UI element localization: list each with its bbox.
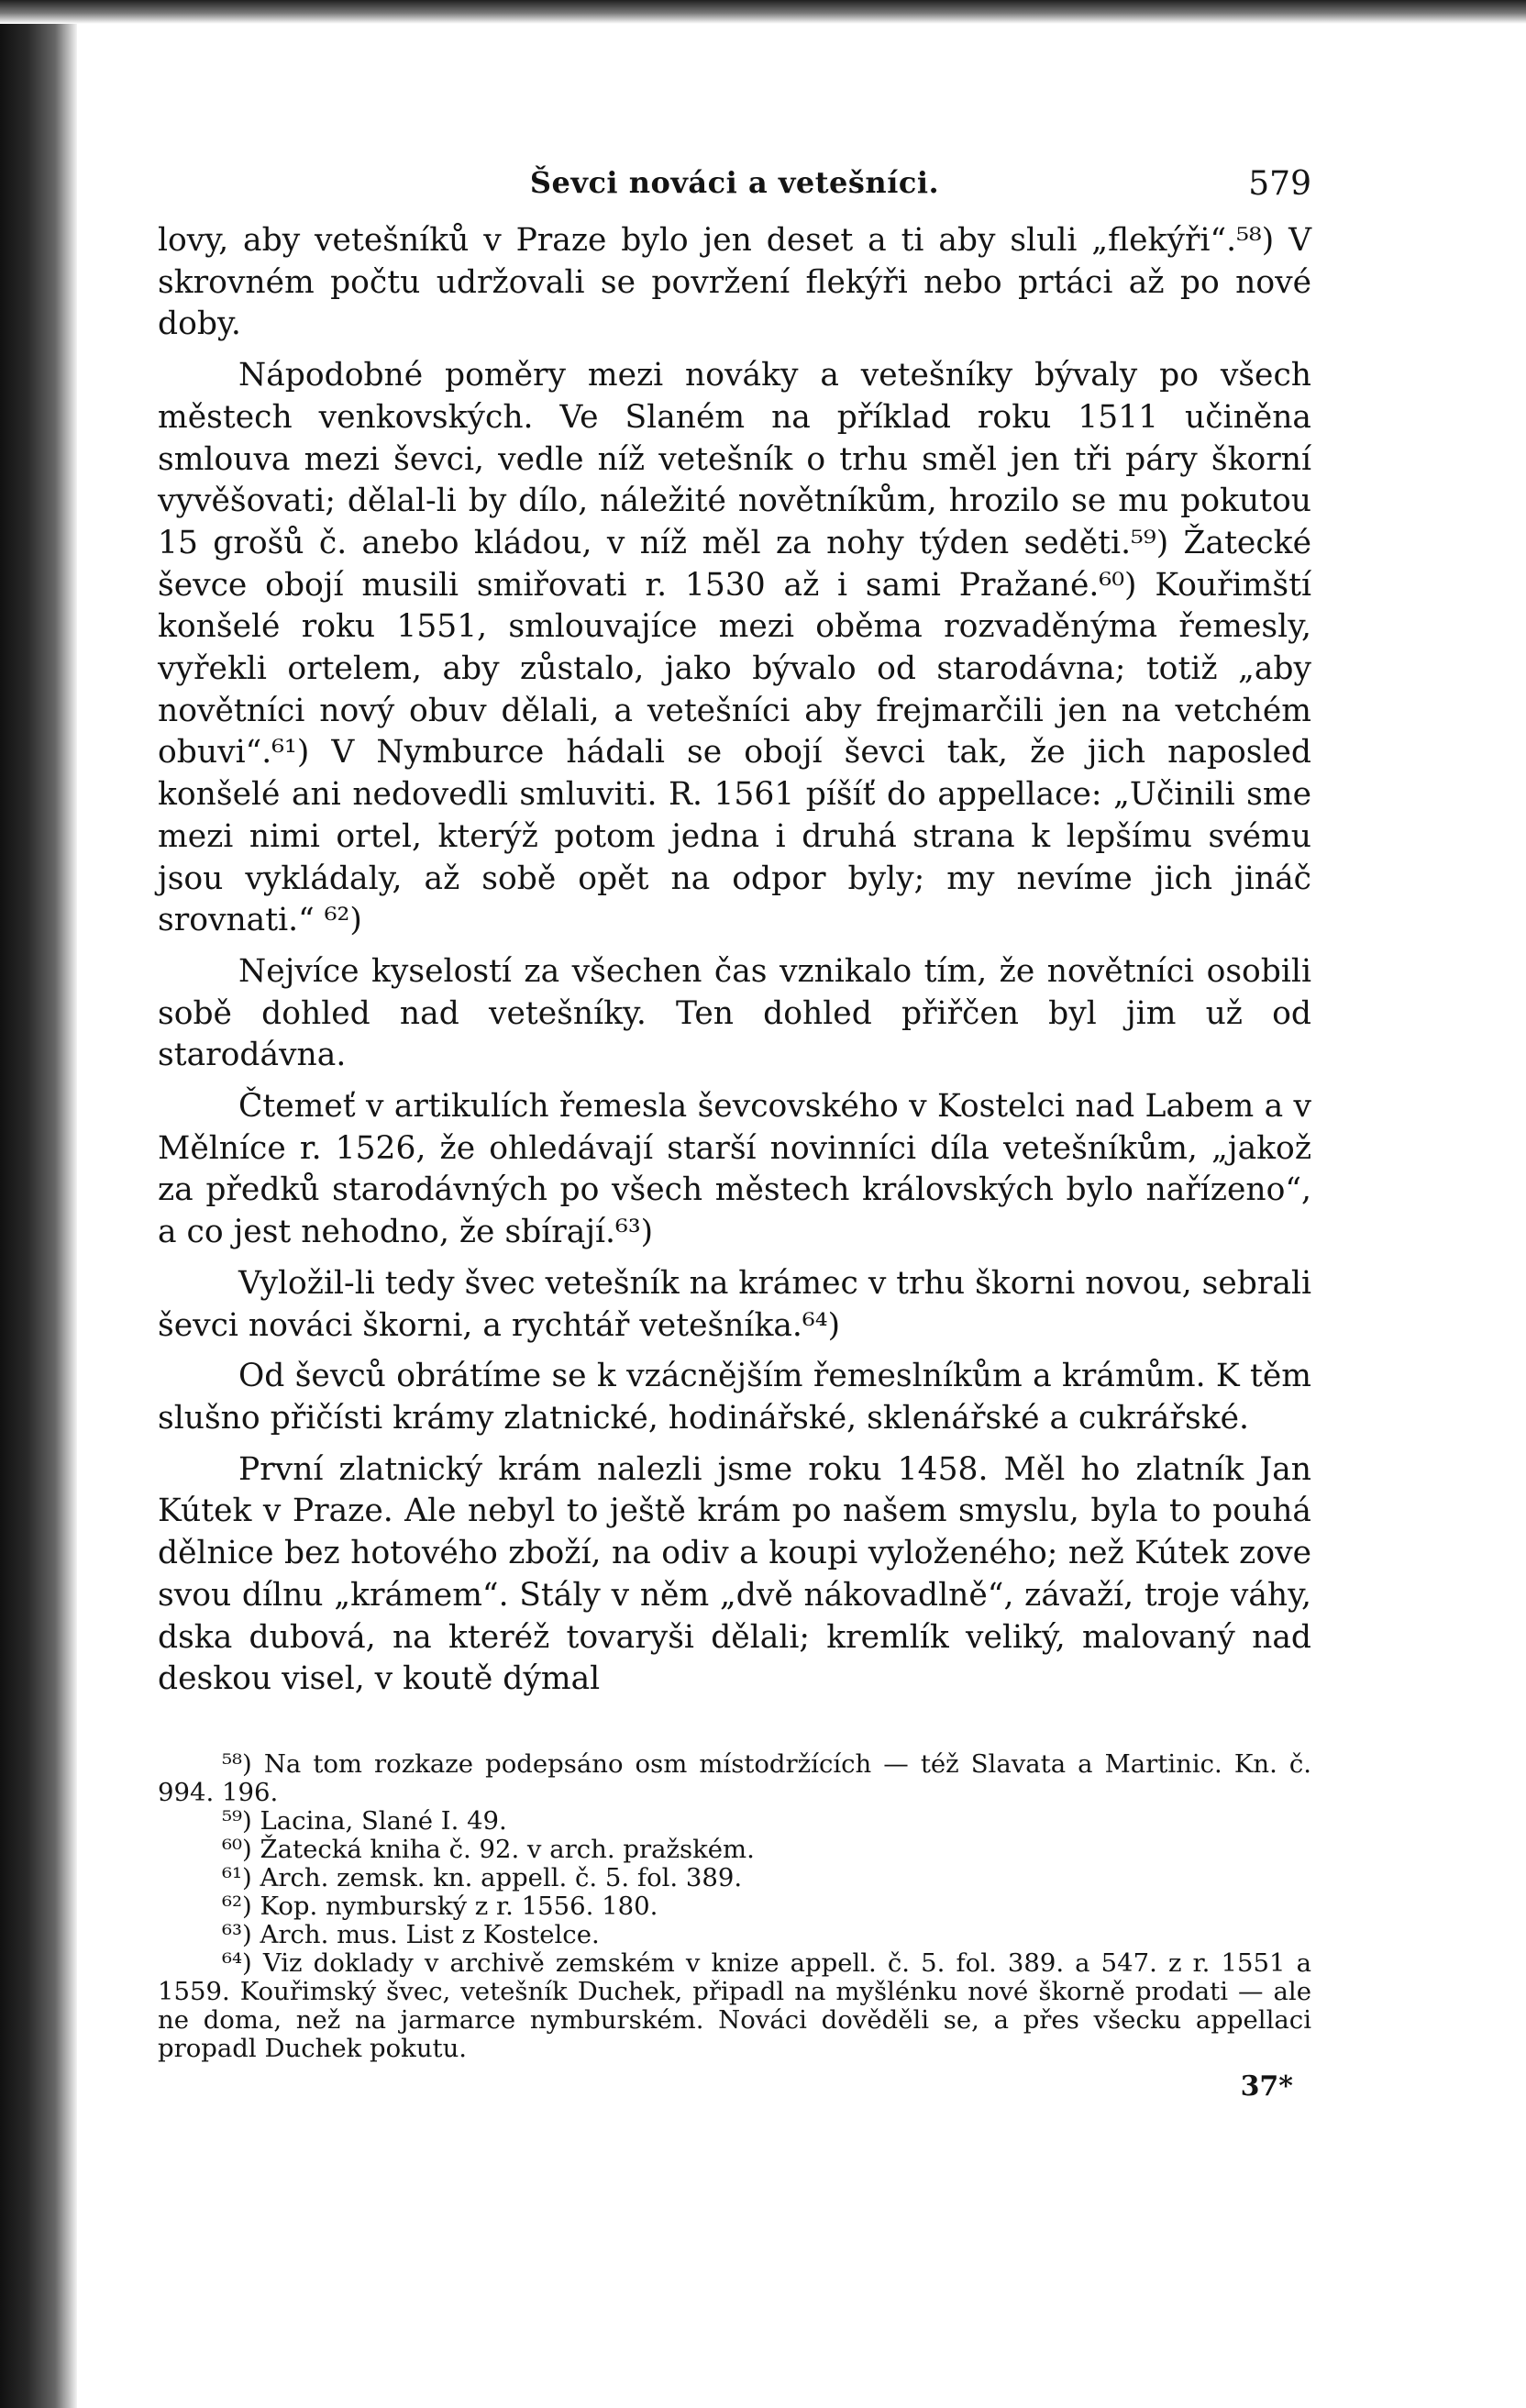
paragraph-7: První zlatnický krám nalezli jsme roku 1458. Měl ho zlatník Jan Kútek v Praze. Ale nebyl to ještě krám po našem smyslu, byla to pouhá dělnice bez hotového zboží, na odiv a koupi vyloženého; než Kútek zove svou dílnu „krámem“. Stály v něm „dvě nákovadlně“, závaží, troje váhy, dska dubová, na kteréž tovaryši dělali; kremlík veliký, malovaný nad deskou visel, v koutě dýmal	[158, 1450, 1311, 1698]
paragraph-6: Od ševců obrátíme se k vzácnějším řemeslníkům a krámům. K těm slušno přičísti krámy zlatnické, hodinářské, sklenářské a cukrářské.	[158, 1358, 1311, 1437]
book-page	[158, 154, 1311, 2103]
footnote-59: ⁵⁹) Lacina, Slané I. 49.	[222, 1805, 507, 1836]
main-text	[158, 220, 1311, 1701]
page-number: 579	[1248, 165, 1311, 203]
signature-mark: 37*	[1240, 2070, 1293, 2103]
footnote-63: ⁶³) Arch. mus. List z Kostelce.	[222, 1919, 600, 1949]
footnote-62: ⁶²) Kop. nymburský z r. 1556. 180.	[222, 1891, 658, 1921]
paragraph-1: lovy, aby vetešníků v Praze bylo jen deset a ti aby sluli „flekýři“.⁵⁸) V skrovném počtu udržovali se povržení flekýři nebo prtáci až po nové doby.	[158, 222, 1311, 343]
paragraph-3: Nejvíce kyselostí za všechen čas vznikalo tím, že novětníci osobili sobě dohled nad vetešníky. Ten dohled přiřčen byl jim už od starodávna.	[158, 952, 1311, 1074]
footnote-61: ⁶¹) Arch. zemsk. kn. appell. č. 5. fol. 389.	[222, 1862, 743, 1892]
paragraph-2: Nápodobné poměry mezi nováky a vetešníky bývaly po všech městech venkovských. Ve Slaném na příklad roku 1511 učiněna smlouva mezi ševci, vedle níž vetešník o trhu směl jen tři páry škorní vyvěšovati; dělal-li by dílo, náležité novětníkům, hrozilo se mu pokutou 15 grošů č. anebo kládou, v níž měl za nohy týden seděti.⁵⁹) Žatecké ševce obojí musili smiřovati r. 1530 až i sami Pražané.⁶⁰) Kouřimští konšelé roku 1551, smlouvajíce mezi oběma rozvaděnýma řemesly, vyřekli ortelem, aby zůstalo, jako bývalo od starodávna; totiž „aby novětníci nový obuv dělali, a vetešníci aby frejmarčili jen na vetchém obuvi“.⁶¹) V Nymburce hádali se obojí ševci tak, že jich naposled konšelé ani nedovedli smluviti. R. 1561 píšíť do appellace: „Učinili sme mezi nimi ortel, kterýž potom jedna i druhá strana k lepšímu svému jsou vykládaly, až sobě opět na odpor byly; my nevíme jich jináč srovnati.“ ⁶²)	[158, 357, 1311, 939]
running-title: Ševci nováci a vetešníci.	[529, 165, 940, 200]
footnotes	[158, 1750, 1311, 2063]
scan-edge-left	[0, 0, 77, 2408]
paragraph-4: Čtemeť v artikulích řemesla ševcovského v Kostelci nad Labem a v Mělníce r. 1526, že ohledávají starší novinníci díla vetešníkům, „jakož za předků starodávných po všech městech královských bylo nařízeno“, a co jest nehodno, že sbírají.⁶³)	[158, 1088, 1311, 1251]
paragraph-5: Vyložil-li tedy švec vetešník na krámec v trhu škorni novou, sebrali ševci nováci škorni, a rychtář vetešníka.⁶⁴)	[158, 1264, 1311, 1344]
footnote-64: ⁶⁴) Viz doklady v archivě zemském v knize appell. č. 5. fol. 389. a 547. z r. 1551 a 1559. Kouřimský švec, vetešník Duchek, připadl na myšlénku nové škorně prodati — ale ne doma, než na jarmarce nymburském. Nováci dověděli se, a přes všecku appellaci propadl Duchek pokutu.	[158, 1947, 1311, 2063]
scan-edge-top	[0, 0, 1526, 24]
page-header	[158, 154, 1311, 209]
footnote-60: ⁶⁰) Žatecká kniha č. 92. v arch. pražském.	[222, 1834, 755, 1864]
footnote-58: ⁵⁸) Na tom rozkaze podepsáno osm místodržících — též Slavata a Martinic. Kn. č. 994. 196.	[158, 1748, 1311, 1807]
